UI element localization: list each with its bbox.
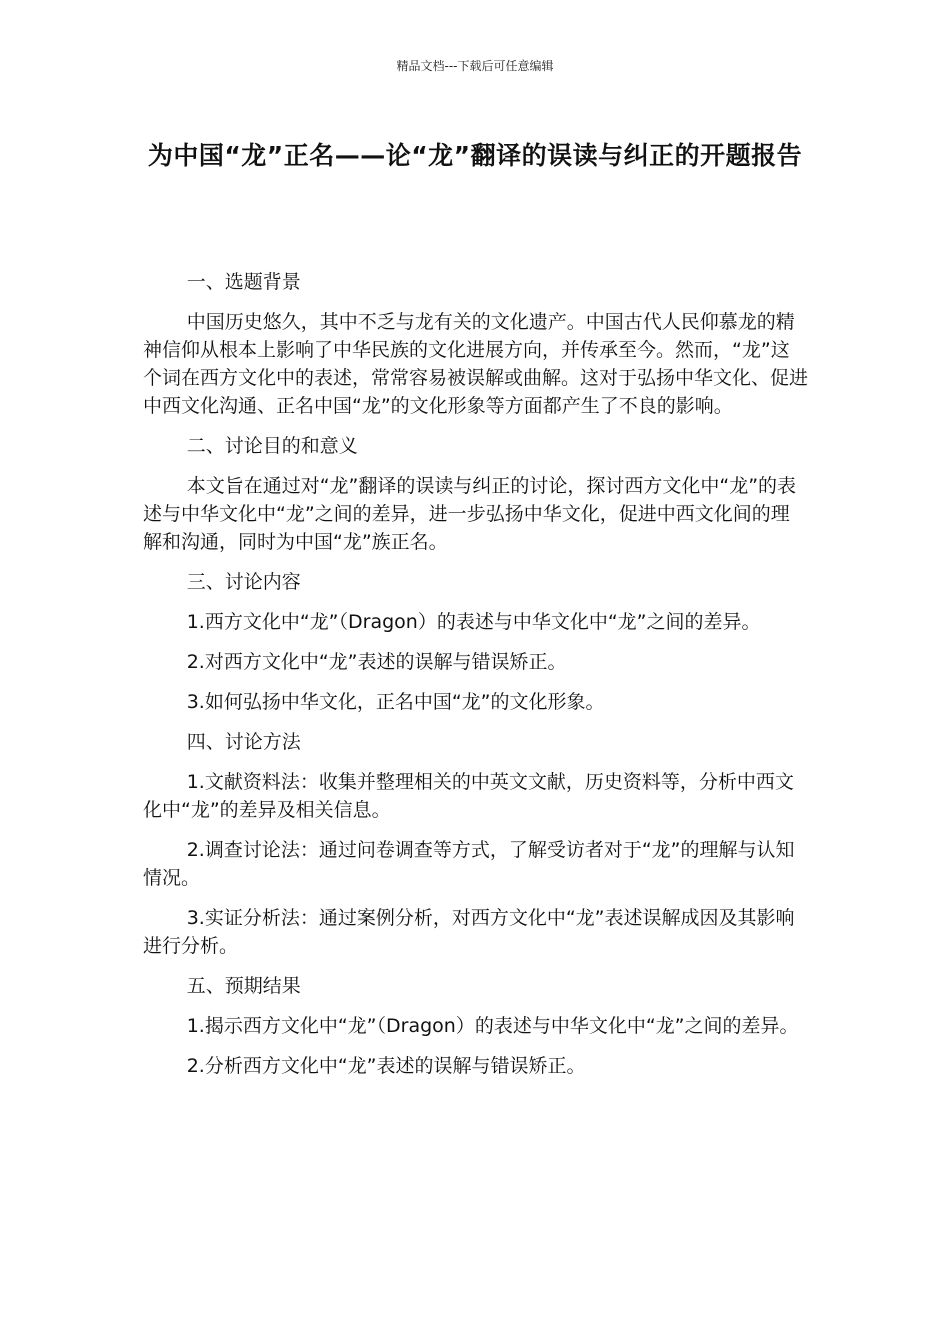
content-item-3: 3.如何弘扬中华文化，正名中国“龙”的文化形象。 [186, 691, 605, 713]
method-item-1: 1.文献资料法：收集并整理相关的中英文文献，历史资料等，分析中西文化中“龙”的差异及相关信息。 [143, 771, 794, 821]
method-item-3: 3.实证分析法：通过案例分析，对西方文化中“龙”表述误解成因及其影响进行分析。 [143, 907, 795, 957]
section-heading-purpose: 二、讨论目的和意义 [186, 435, 358, 457]
section-heading-content: 三、讨论内容 [186, 571, 301, 593]
section-heading-methods: 四、讨论方法 [186, 731, 301, 753]
paragraph-background: 中国历史悠久，其中不乏与龙有关的文化遗产。中国古代人民仰慕龙的精神信仰从根本上影响了中华民族的文化进展方向，并传承至今。然而，“龙”这个词在西方文化中的表述，常常容易被误解或曲解。这对于弘扬中华文化、促进中西文化沟通、正名中国“龙”的文化形象等方面都产生了不良的影响。 [143, 311, 809, 417]
content-item-2: 2.对西方文化中“龙”表述的误解与错误矫正。 [186, 651, 567, 673]
section-heading-results: 五、预期结果 [186, 975, 301, 997]
header-note: 精品文档---下载后可任意编辑 [396, 59, 554, 73]
content-item-1: 1.西方文化中“龙”（Dragon）的表述与中华文化中“龙”之间的差异。 [186, 611, 761, 633]
paragraph-purpose: 本文旨在通过对“龙”翻译的误读与纠正的讨论，探讨西方文化中“龙”的表述与中华文化中“龙”之间的差异，进一步弘扬中华文化，促进中西文化间的理解和沟通，同时为中国“龙”族正名。 [143, 475, 797, 553]
document-body [143, 268, 808, 1092]
section-heading-background: 一、选题背景 [186, 271, 301, 293]
result-item-2: 2.分析西方文化中“龙”表述的误解与错误矫正。 [186, 1055, 586, 1077]
method-item-2: 2.调查讨论法：通过问卷调查等方式，了解受访者对于“龙”的理解与认知情况。 [143, 839, 795, 889]
result-item-1: 1.揭示西方文化中“龙”（Dragon）的表述与中华文化中“龙”之间的差异。 [186, 1015, 799, 1037]
document-title: 为中国“龙”正名——论“龙”翻译的误读与纠正的开题报告 [147, 141, 803, 170]
